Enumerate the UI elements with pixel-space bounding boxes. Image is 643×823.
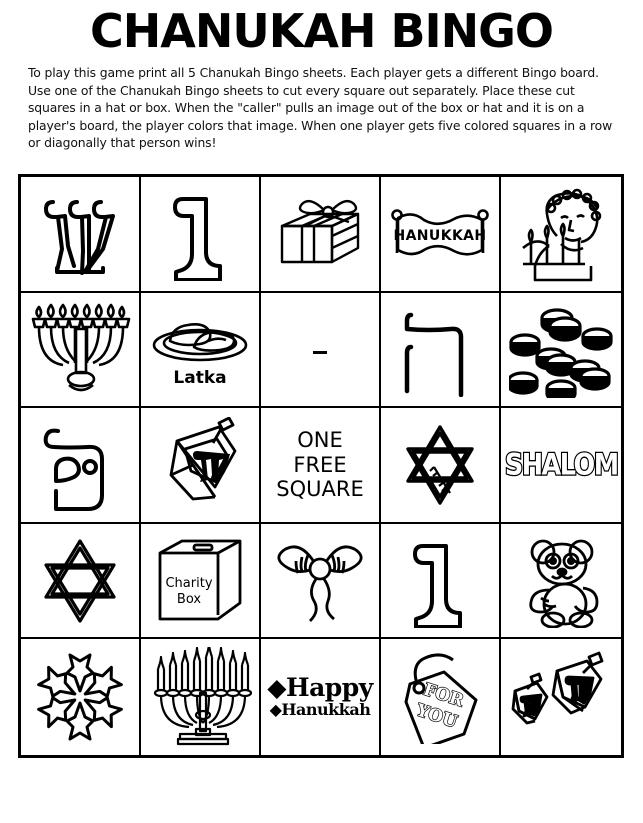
bingo-cell-r5c3[interactable] [261,639,381,755]
bingo-cell-r3c3[interactable] [261,408,381,524]
free-square-line-3: SQUARE [276,477,364,502]
star-of-david-ribbon-icon [392,419,488,511]
charity-label-line-1: Charity [165,575,213,591]
free-square-line-1: ONE [297,427,343,452]
festival-of-lights-icon [261,340,379,359]
hanukkah-banner-icon [388,204,492,264]
bingo-cell-r1c3[interactable] [261,177,381,293]
bingo-cell-r4c5[interactable] [501,524,621,640]
festival-bottom-label [313,351,327,354]
two-dreidels-icon [509,649,613,745]
bingo-cell-r1c5[interactable] [501,177,621,293]
bingo-cell-r1c1[interactable] [21,177,141,293]
instructions-text: To play this game print all 5 Chanukah Bingo sheets. Each player gets a different Bingo board. Use one of the Chanukah Bingo sheets to cut every square out separately. Place these cut squares in a hat or box. When the "caller" pulls an image out of the box or hat and it is on a player's board, the player colors that image. When one player gets five colored squares in a row or diagonally that person wins! [28,65,613,151]
charity-box-icon [150,535,250,627]
happy-hanukkah-text-icon [261,672,379,720]
bingo-cell-r1c2[interactable] [141,177,261,293]
happy-line-1: ◆Happy [267,672,373,702]
bingo-cell-r5c2[interactable] [141,639,261,755]
bingo-sheet-page [0,4,643,823]
free-square-line-2: FREE [293,452,347,477]
bingo-cell-r3c2[interactable] [141,408,261,524]
tag-line-2: YOU [413,700,460,733]
snowflake-icon [30,649,130,745]
ribbon-bow-icon [270,535,370,627]
tall-menorah-icon [148,647,252,747]
bingo-grid [18,174,624,758]
banner-label: HANUKKAH [393,227,487,244]
happy-line-2: ◆Hanukkah [269,700,371,720]
bingo-cell-r2c5[interactable] [501,293,621,409]
bingo-cell-r3c4[interactable] [381,408,501,524]
free-square-icon [276,428,363,502]
gift-tag-icon [392,650,488,744]
charity-label-line-2: Box [176,591,202,607]
hebrew-letter-nun-icon [405,534,475,628]
bingo-cell-r5c1[interactable] [21,639,141,755]
bingo-cell-r3c5[interactable] [501,408,621,524]
bingo-cell-r2c4[interactable] [381,293,501,409]
tag-line-1: FOR [420,679,466,712]
bingo-cell-r4c3[interactable] [261,524,381,640]
shalom-text-icon: SHALOM [504,447,618,483]
latka-label: Latka [173,367,227,388]
bingo-cell-r4c2[interactable] [141,524,261,640]
bingo-cell-r2c3[interactable] [261,293,381,409]
bingo-cell-r2c2[interactable] [141,293,261,409]
bingo-cell-r2c1[interactable] [21,293,141,409]
hebrew-letter-pey-icon [34,417,126,513]
bingo-cell-r3c1[interactable] [21,408,141,524]
bingo-cell-r4c1[interactable] [21,524,141,640]
star-of-david-icon [32,535,128,627]
bingo-cell-r5c4[interactable] [381,639,501,755]
bingo-cell-r4c4[interactable] [381,524,501,640]
gelt-coins-icon [509,300,613,398]
woman-lighting-candles-icon [509,186,613,282]
teddy-bear-icon [511,534,611,628]
menorah-icon [29,299,131,399]
bingo-cell-r1c4[interactable] [381,177,501,293]
gift-box-icon [272,192,368,276]
bingo-cell-r5c5[interactable] [501,639,621,755]
hebrew-letter-hey-icon [399,301,481,397]
latka-plate-icon [150,311,250,365]
hebrew-letter-shin-icon [37,188,123,280]
page-title: CHANUKAH BINGO [89,4,553,58]
dreidel-icon [151,417,249,513]
hebrew-letter-nun-icon [165,187,235,281]
